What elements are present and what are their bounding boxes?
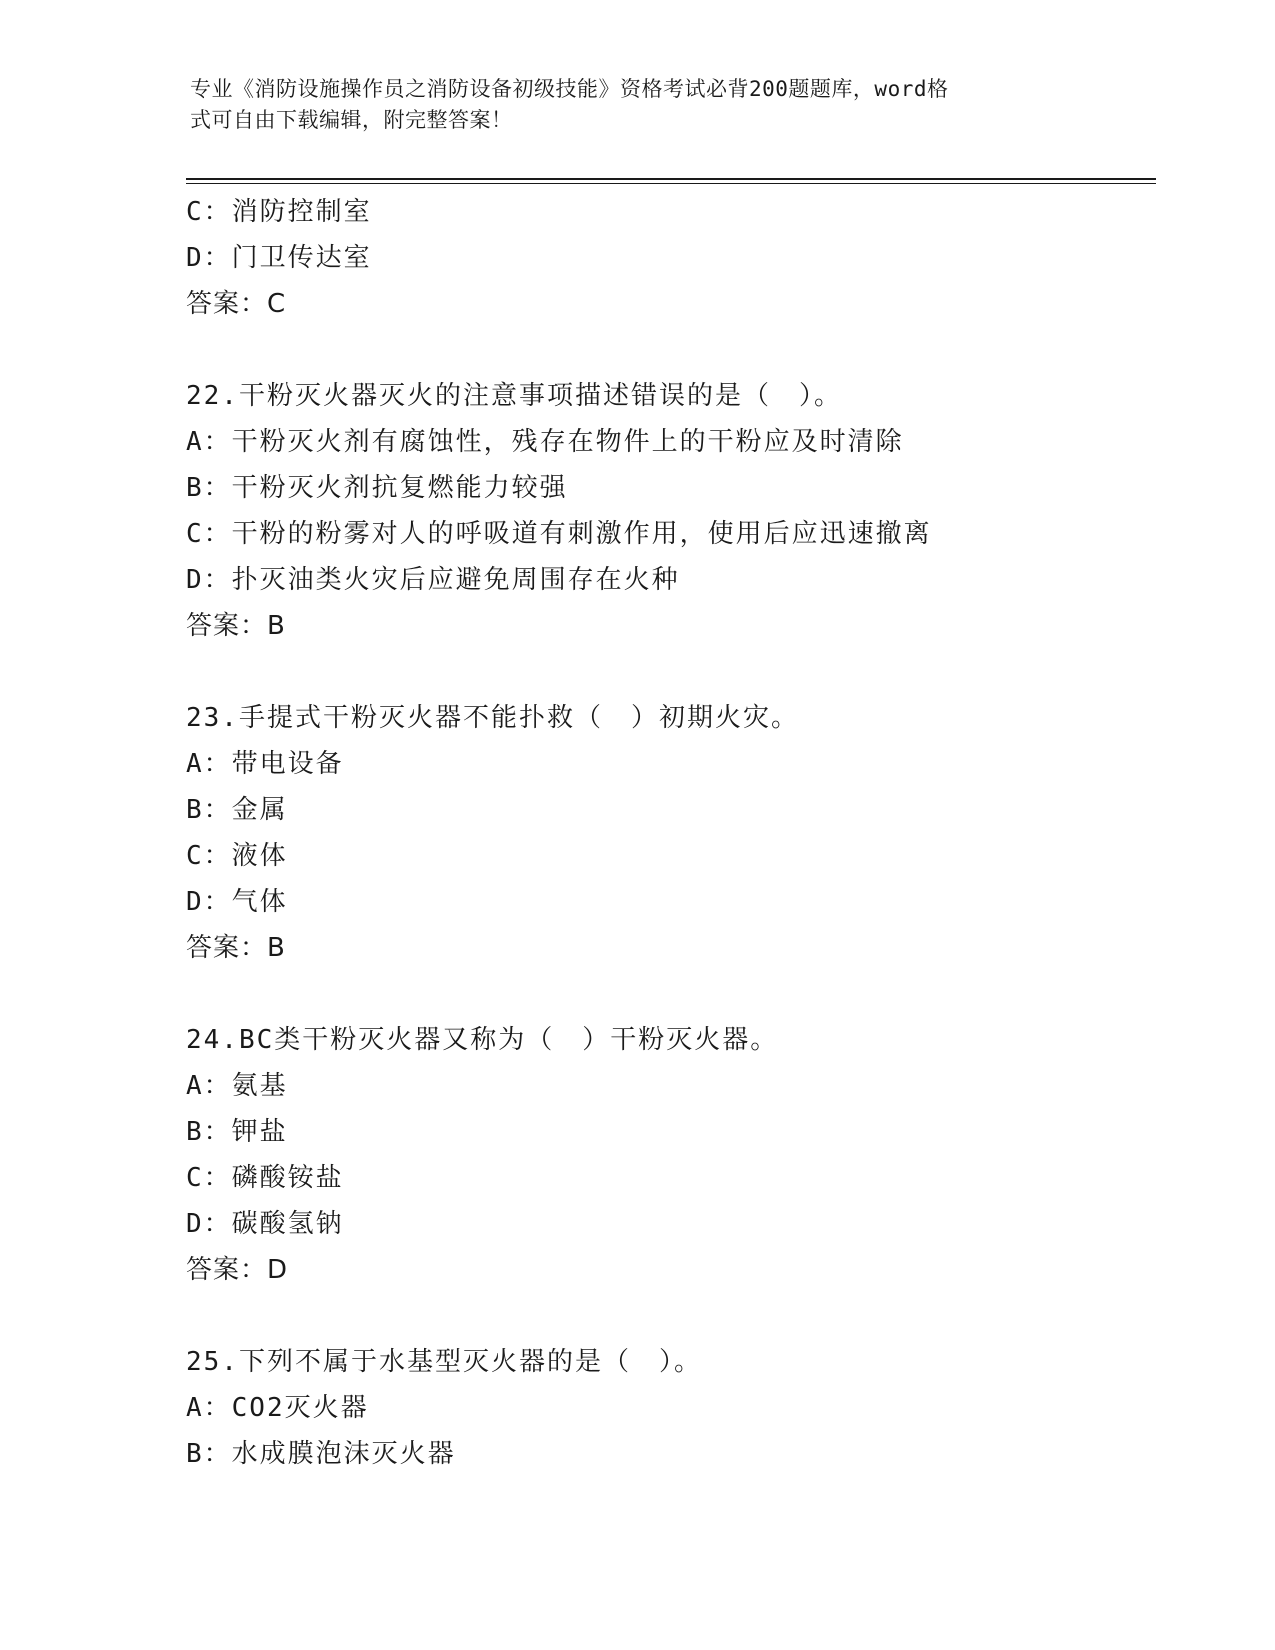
spacer [186, 1293, 1156, 1339]
option-c: C：干粉的粉雾对人的呼吸道有刺激作用，使用后应迅速撤离 [186, 519, 932, 549]
option-c: C：磷酸铵盐 [186, 1163, 344, 1193]
option-a: A：CO2灭火器 [186, 1393, 369, 1423]
header-divider-thick [186, 178, 1156, 180]
question-25-stem: 25.下列不属于水基型灭火器的是（ ）。 [186, 1347, 702, 1377]
answer-line: 答案：D [186, 1255, 289, 1285]
question-22-stem: 22.干粉灭火器灭火的注意事项描述错误的是（ ）。 [186, 381, 842, 411]
answer-line: 答案：B [186, 933, 286, 963]
header-divider-thin [186, 183, 1156, 184]
option-b: B：钾盐 [186, 1117, 288, 1147]
option-d: D：碳酸氢钠 [186, 1209, 344, 1239]
spacer [186, 327, 1156, 373]
option-b: B：干粉灭火剂抗复燃能力较强 [186, 473, 568, 503]
option-b: B：金属 [186, 795, 288, 825]
spacer [186, 649, 1156, 695]
answer-line: 答案：C [186, 289, 287, 319]
header-line-1: 专业《消防设施操作员之消防设备初级技能》资格考试必背200题题库，word格 [190, 77, 949, 101]
document-header [190, 74, 1090, 136]
option-a: A：氨基 [186, 1071, 288, 1101]
answer-line: 答案：B [186, 611, 286, 641]
option-d: D：门卫传达室 [186, 243, 372, 273]
option-d: D：气体 [186, 887, 288, 917]
option-a: A：带电设备 [186, 749, 344, 779]
question-list [186, 189, 1156, 1477]
option-c: C：液体 [186, 841, 288, 871]
question-24-stem: 24.BC类干粉灭火器又称为（ ）干粉灭火器。 [186, 1025, 779, 1055]
option-c: C：消防控制室 [186, 197, 372, 227]
option-d: D：扑灭油类火灾后应避免周围存在火种 [186, 565, 680, 595]
header-line-2: 式可自由下载编辑，附完整答案！ [190, 108, 513, 132]
spacer [186, 971, 1156, 1017]
option-a: A：干粉灭火剂有腐蚀性，残存在物件上的干粉应及时清除 [186, 427, 904, 457]
question-23-stem: 23.手提式干粉灭火器不能扑救（ ）初期火灾。 [186, 703, 799, 733]
option-b: B：水成膜泡沫灭火器 [186, 1439, 456, 1469]
